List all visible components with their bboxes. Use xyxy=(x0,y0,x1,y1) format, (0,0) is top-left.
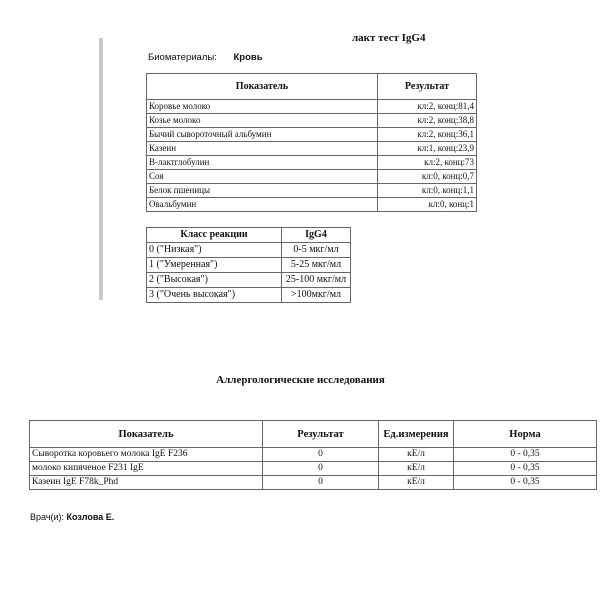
table-row xyxy=(147,273,351,288)
reaction-class-cell: 3 ("Очень высокая") xyxy=(147,288,282,303)
table-row xyxy=(147,128,477,142)
indicator-cell: Белок пшеницы xyxy=(147,184,378,198)
result-cell: кл:2, конц:36,1 xyxy=(378,128,477,142)
column-header-igg4: IgG4 xyxy=(282,228,351,243)
result-cell: кл:2, конц:38,8 xyxy=(378,114,477,128)
norm-cell: 0 - 0,35 xyxy=(454,476,597,490)
result-cell: 0 xyxy=(263,462,379,476)
table-row xyxy=(147,142,477,156)
table-row xyxy=(147,184,477,198)
result-cell: кл:2, конц:73 xyxy=(378,156,477,170)
reaction-class-table xyxy=(146,227,351,303)
table-row xyxy=(147,198,477,212)
result-cell: 0 xyxy=(263,448,379,462)
norm-cell: 0 - 0,35 xyxy=(454,462,597,476)
column-header-indicator: Показатель xyxy=(30,421,263,448)
doctor-name: Козлова Е. xyxy=(66,512,115,522)
table-header-row xyxy=(147,228,351,243)
result-cell: кл:0, конц:1,1 xyxy=(378,184,477,198)
igg4-range-cell: 0-5 мкг/мл xyxy=(282,243,351,258)
column-header-indicator: Показатель xyxy=(147,74,378,100)
test-title-fragment: лакт тест IgG4 xyxy=(352,32,426,44)
table-row xyxy=(30,462,597,476)
table-row xyxy=(147,156,477,170)
column-header-norm: Норма xyxy=(454,421,597,448)
indicator-cell: Овальбумин xyxy=(147,198,378,212)
result-cell: кл:1, конц:23,9 xyxy=(378,142,477,156)
igg4-range-cell: 5-25 мкг/мл xyxy=(282,258,351,273)
indicator-cell: Бычий сывороточный альбумин xyxy=(147,128,378,142)
allergy-results-table xyxy=(29,420,597,490)
indicator-cell: молоко кипяченое F231 IgE xyxy=(30,462,263,476)
page-left-rule xyxy=(99,38,103,300)
table-row xyxy=(30,476,597,490)
indicator-cell: Соя xyxy=(147,170,378,184)
indicator-cell: В-лактглобулин xyxy=(147,156,378,170)
column-header-unit: Ед.измерения xyxy=(379,421,454,448)
norm-cell: 0 - 0,35 xyxy=(454,448,597,462)
unit-cell: кЕ/л xyxy=(379,462,454,476)
column-header-result: Результат xyxy=(263,421,379,448)
table-row xyxy=(147,114,477,128)
table-row xyxy=(147,100,477,114)
indicator-cell: Казеин IgE F78k_Phd xyxy=(30,476,263,490)
biomaterials-value: Кровь xyxy=(233,52,263,63)
indicator-cell: Сыворотка коровьего молока IgE F236 xyxy=(30,448,263,462)
reaction-class-cell: 1 ("Умеренная") xyxy=(147,258,282,273)
biomaterials-line xyxy=(148,52,263,63)
result-cell: кл:2, конц:81,4 xyxy=(378,100,477,114)
unit-cell: кЕ/л xyxy=(379,448,454,462)
table-row xyxy=(147,258,351,273)
column-header-result: Результат xyxy=(378,74,477,100)
table-header-row xyxy=(30,421,597,448)
result-cell: кл:0, конц:1 xyxy=(378,198,477,212)
table-row xyxy=(147,170,477,184)
table-row xyxy=(147,243,351,258)
doctor-signature-line xyxy=(30,512,114,522)
table-row xyxy=(30,448,597,462)
reaction-class-cell: 0 ("Низкая") xyxy=(147,243,282,258)
indicator-cell: Козье молоко xyxy=(147,114,378,128)
unit-cell: кЕ/л xyxy=(379,476,454,490)
biomaterials-label: Биоматериалы: xyxy=(148,52,217,63)
igg4-range-cell: >100мкг/мл xyxy=(282,288,351,303)
doctor-label: Врач(и): xyxy=(30,512,65,522)
igg4-results-table xyxy=(146,73,477,212)
igg4-range-cell: 25-100 мкг/мл xyxy=(282,273,351,288)
result-cell: 0 xyxy=(263,476,379,490)
column-header-reaction-class: Класс реакции xyxy=(147,228,282,243)
table-row xyxy=(147,288,351,303)
section-title-allergy: Аллергологические исследования xyxy=(216,374,385,386)
reaction-class-cell: 2 ("Высокая") xyxy=(147,273,282,288)
table-header-row xyxy=(147,74,477,100)
result-cell: кл:0, конц:0,7 xyxy=(378,170,477,184)
indicator-cell: Коровье молоко xyxy=(147,100,378,114)
indicator-cell: Казеин xyxy=(147,142,378,156)
